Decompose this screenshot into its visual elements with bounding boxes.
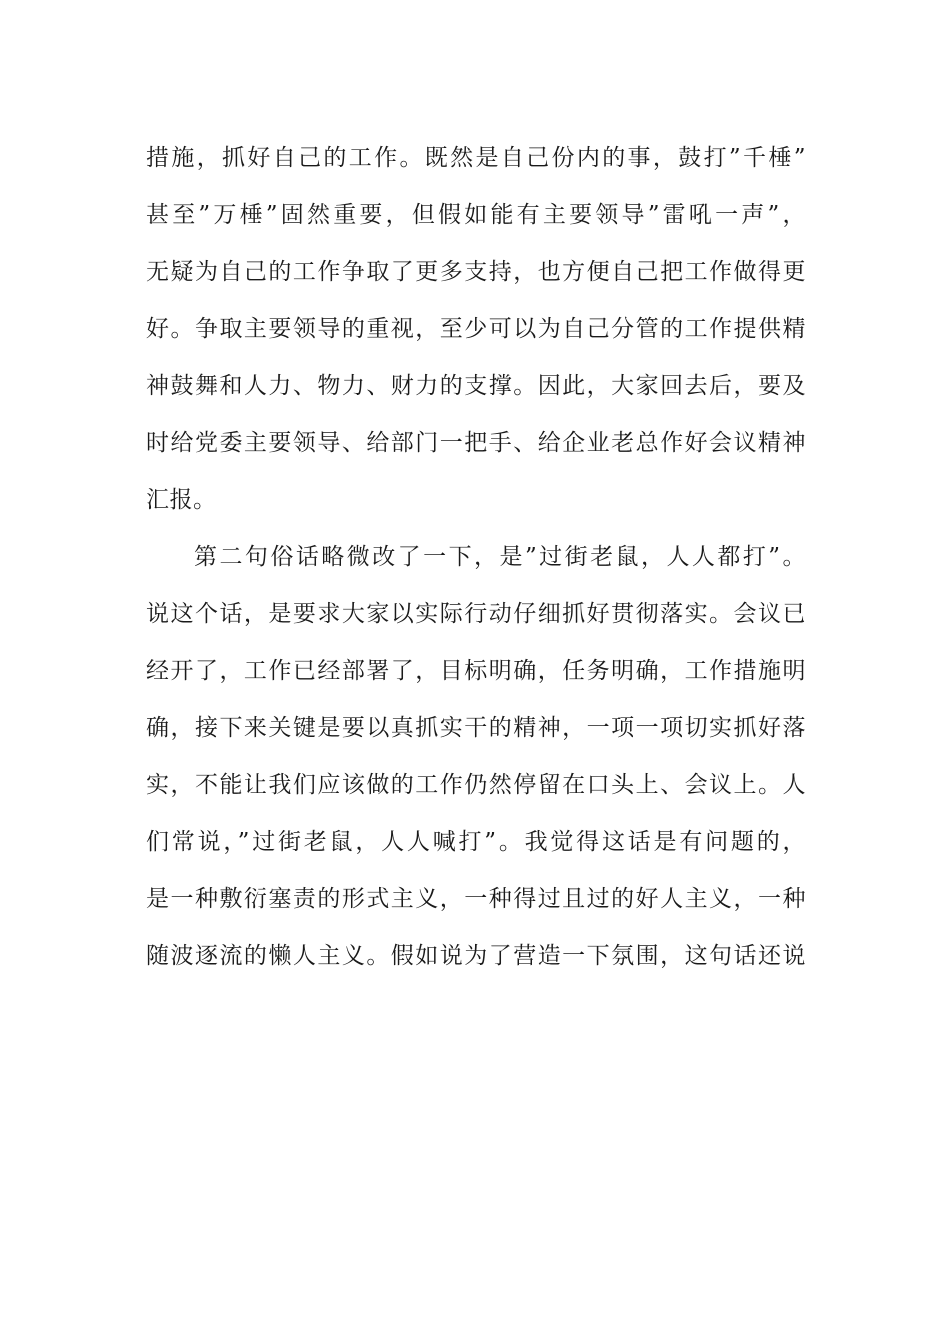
text-line: 无疑为自己的工作争取了更多支持，也方便自己把工作做得更 <box>146 259 806 285</box>
text-line: 实，不能让我们应该做的工作仍然停留在口头上、会议上。人 <box>146 772 806 798</box>
text-line: 好。争取主要领导的重视，至少可以为自己分管的工作提供精 <box>146 316 806 342</box>
text-line: 们常说，”过街老鼠，人人喊打”。我觉得这话是有问题的， <box>146 829 806 855</box>
text-line: 说这个话，是要求大家以实际行动仔细抓好贯彻落实。会议已 <box>146 601 806 627</box>
text-line: 汇报。 <box>146 487 217 513</box>
text-line: 确，接下来关键是要以真抓实干的精神，一项一项切实抓好落 <box>146 715 806 741</box>
text-line: 甚至”万棰”固然重要，但假如能有主要领导”雷吼一声”， <box>146 202 806 228</box>
body-text <box>146 130 806 985</box>
text-line: 随波逐流的懒人主义。假如说为了营造一下氛围，这句话还说 <box>146 943 806 969</box>
text-line: 措施，抓好自己的工作。既然是自己份内的事，鼓打”千棰” <box>146 145 806 171</box>
text-line: 是一种敷衍塞责的形式主义，一种得过且过的好人主义，一种 <box>146 886 806 912</box>
text-line: 神鼓舞和人力、物力、财力的支撑。因此，大家回去后，要及 <box>146 373 806 399</box>
text-line: 经开了，工作已经部署了，目标明确，任务明确，工作措施明 <box>146 658 806 684</box>
text-line: 时给党委主要领导、给部门一把手、给企业老总作好会议精神 <box>146 430 806 456</box>
paragraph-first-line: 第二句俗话略微改了一下，是”过街老鼠，人人都打”。 <box>194 544 806 570</box>
